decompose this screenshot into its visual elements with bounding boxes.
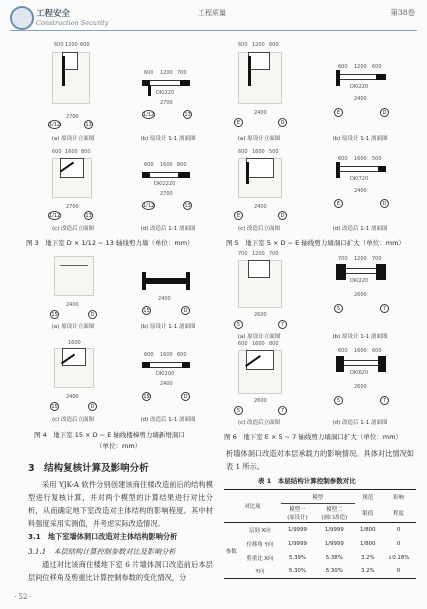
section-3-1-1-title: 3.1.1 本层结构计算控制参数对比及影响分析 xyxy=(28,547,176,556)
fig3-a-column xyxy=(62,56,65,86)
fig4-b-label: (b) 原设计 1-1 剖面图 xyxy=(140,324,196,330)
fig3-c-axis-left: 1/12 xyxy=(49,213,61,219)
fig5-c-dim-2: 1600 xyxy=(252,149,265,155)
fig3-a-dim-3: 600 xyxy=(80,42,90,48)
table-row xyxy=(224,565,416,579)
section-3-title: 3 结构复核计算及影响分析 xyxy=(28,463,149,474)
fig4-d-axis-right: D xyxy=(181,392,190,401)
table-head-effect: 影响 xyxy=(393,494,404,501)
fig4-d-mark: DKI200 xyxy=(156,371,175,377)
fig3-a-axis-left: 1/12 xyxy=(49,122,61,128)
page-number: · 52 · xyxy=(14,593,32,601)
fig6-d-axis-right: 7 xyxy=(380,396,389,405)
fig3-d-mark: DKI2220 xyxy=(154,181,176,187)
fig6-a-bottom-dim: 2600 xyxy=(254,312,267,318)
fig5-b-axis-right: D xyxy=(380,108,389,117)
fig5-b-axis-left: E xyxy=(334,108,343,117)
table-1 xyxy=(224,489,416,579)
fig6-b-mark: DKI220 xyxy=(350,278,369,284)
fig6-c-dim-1: 600 xyxy=(238,341,248,347)
figure-5 xyxy=(220,38,420,238)
fig4-c-bottom-dim: 2400 xyxy=(66,394,79,400)
fig6-a-dim-3: 700 xyxy=(269,251,279,257)
fig5-b-dim-3: 600 xyxy=(372,64,382,70)
table-cell-m1: 5.39% xyxy=(288,554,307,561)
figure-6 xyxy=(220,250,420,430)
fig6-d-dim-1: 600 xyxy=(338,348,348,354)
fig3-caption: 图 3 地下室 D × 1/12 ~ 13 轴线剪力墙（单位：mm） xyxy=(26,239,194,247)
fig5-d-mark: DKI720 xyxy=(350,176,369,182)
fig3-c-label: (c) 改造后立面图 xyxy=(51,226,95,232)
fig4-d-wall-solid-right xyxy=(182,362,190,368)
fig4-a-label: (a) 原设计立面图 xyxy=(51,324,95,330)
table-head-m2-sub: (洞口改造) xyxy=(321,515,348,521)
table-cell-sub: Y向 xyxy=(264,541,274,548)
table-row xyxy=(224,537,416,551)
fig6-b-axis-left: 5 xyxy=(334,304,343,313)
table-cell-limit: 1/800 xyxy=(360,540,376,547)
fig5-d-dim-3: 500 xyxy=(372,156,382,162)
fig3-c-bottom-dim: 2700 xyxy=(66,204,79,210)
fig3-a-dim-2: 1200 xyxy=(65,42,78,48)
figure-3 xyxy=(20,38,210,238)
fig4-d-dim-1: 600 xyxy=(144,352,154,358)
fig5-c-bottom-dim: 2400 xyxy=(254,204,267,210)
fig5-a-opening xyxy=(248,52,270,70)
fig5-d-label: (d) 改造后 1-1 剖面图 xyxy=(332,226,388,232)
fig5-a-label: (a) 原设计立面图 xyxy=(237,136,281,142)
fig3-b-mark: DKI220 xyxy=(156,90,175,96)
fig5-c-label: (c) 改造后立面图 xyxy=(237,226,281,232)
journal-title: 工程安全 xyxy=(36,9,71,19)
fig6-b-dim-3: 700 xyxy=(372,256,382,262)
fig6-b-flange-right xyxy=(376,264,386,280)
fig3-d-axis-right: 13 xyxy=(184,203,191,209)
fig4-a-axis-right: D xyxy=(88,310,97,319)
fig5-b-bottom-dim: 2400 xyxy=(354,96,367,102)
fig3-b-label: (b) 原设计 1-1 剖面图 xyxy=(140,136,196,142)
fig5-d-axis-right: D xyxy=(380,199,389,208)
table-head-item: 对比项 xyxy=(244,504,261,510)
table-head-limit-b: 限值 xyxy=(362,510,374,517)
fig6-a-axis-left: 5 xyxy=(234,320,243,329)
fig6-b-label: (b) 原设计 1-1 剖面图 xyxy=(332,334,388,340)
fig5-caption: 图 5 地下室 5 × D ~ E 轴线剪力墙洞口扩大（单位：mm） xyxy=(226,239,405,247)
fig4-a-stair xyxy=(60,260,88,266)
table-cell-m1: 1/9999 xyxy=(288,540,307,547)
fig4-d-dim-2: 1600 xyxy=(160,352,173,358)
fig3-c-dim-1: 600 xyxy=(52,149,62,155)
fig6-a-opening xyxy=(248,260,270,278)
fig3-b-dim-2: 1200 xyxy=(160,70,173,76)
table-head-m1 xyxy=(281,504,314,523)
fig3-b-dim-3: 700 xyxy=(177,70,187,76)
fig6-d-label: (d) 改造后 1-1 剖面图 xyxy=(332,420,388,426)
table-cell-group xyxy=(239,565,281,579)
fig3-a-axis-right: 13 xyxy=(85,122,92,128)
fig5-d-wall-solid-right xyxy=(378,166,386,172)
fig6-c-dim-2: 1600 xyxy=(252,341,265,347)
fig5-d-dim-1: 600 xyxy=(338,156,348,162)
table-head-m1-name: 模型一 xyxy=(289,507,306,513)
fig6-c-axis-left: 5 xyxy=(234,406,243,415)
fig4-d-axis-left: 15 xyxy=(143,394,150,400)
fig4-b-wall xyxy=(142,278,190,284)
fig5-d-axis-left: E xyxy=(334,199,343,208)
fig3-d-bottom-dim: 2700 xyxy=(160,191,173,197)
figure-4 xyxy=(20,250,210,430)
fig6-d-axis-left: 5 xyxy=(334,396,343,405)
fig5-b-dim-1: 600 xyxy=(338,64,348,70)
table-head-m2-name: 模型二 xyxy=(326,507,343,513)
fig5-c-dim-3: 500 xyxy=(269,149,279,155)
journal-subtitle: Construction Security xyxy=(36,19,109,27)
fig3-c-dim-3: 800 xyxy=(81,149,91,155)
right-column-paragraph: 析墙体洞口改造对本层承载力的影响情况。具体对比情况如表 1 所示。 xyxy=(226,449,414,471)
fig4-caption-units: （单位：mm） xyxy=(96,442,142,450)
table-cell-effect: 0 xyxy=(396,526,401,533)
fig5-d-flange-left xyxy=(336,162,340,178)
fig6-d-dim-3: 600 xyxy=(372,348,382,354)
fig4-d-label: (d) 改造后 1-1 剖面图 xyxy=(140,417,196,423)
fig3-d-wall-solid-left xyxy=(142,172,150,178)
fig5-a-column xyxy=(248,56,251,86)
table-param-label: 参数 xyxy=(226,548,237,555)
fig5-b-dim-2: 1200 xyxy=(354,64,367,70)
fig6-d-bottom-dim: 2600 xyxy=(354,384,367,390)
table-cell-group xyxy=(239,551,281,565)
fig6-a-dim-1: 700 xyxy=(238,251,248,257)
table-cell-sub: Y向 xyxy=(255,569,265,576)
table-cell-m1: 1/9999 xyxy=(288,526,307,533)
fig3-b-dim-1: 600 xyxy=(144,70,154,76)
volume-label: 第38卷 xyxy=(390,8,415,17)
fig6-b-flange-left xyxy=(336,264,346,280)
fig3-a-label: (a) 原设计立面图 xyxy=(51,136,95,142)
fig5-c-opening xyxy=(246,158,274,178)
fig6-a-dim-2: 1200 xyxy=(252,251,265,257)
fig5-c-axis-right: D xyxy=(278,211,287,220)
fig4-d-wall-solid-left xyxy=(142,362,150,368)
fig6-d-flange-left xyxy=(336,356,344,372)
table-cell-group xyxy=(239,537,281,551)
fig4-c-axis-right: D xyxy=(88,402,97,411)
fig4-caption: 图 4 地下室 15 × D ~ E 轴线楼梯剪力墙新增洞口 xyxy=(34,431,185,439)
table-cell-m2: 5.38% xyxy=(325,554,343,561)
fig4-d-dim-3: 600 xyxy=(177,352,187,358)
fig4-a-axis-left: 15 xyxy=(51,312,58,318)
fig5-a-dim-2: 1200 xyxy=(252,42,265,48)
fig3-b-axis-right: 13 xyxy=(184,112,191,118)
section-3-paragraph-1: 采用 YJK-A 软件分别创建该商住楼改造前后的结构模型进行复核计算，并对两个模型的计算结果进行对比分析，从而确定地下室改造对主体结构的影响程度。其中材料强度采用实测值，并考虑实际改造情况。 xyxy=(28,480,213,528)
table-cell-effect: ↓0.18% xyxy=(387,554,410,561)
table-head-m2 xyxy=(314,504,354,523)
fig6-c-dim-3: 800 xyxy=(269,341,279,347)
fig6-b-axis-right: 7 xyxy=(380,304,389,313)
fig5-d-dim-2: 1600 xyxy=(354,156,367,162)
fig3-b-wall-solid-right xyxy=(180,80,190,86)
table-cell-sub: X向 xyxy=(264,555,274,562)
fig6-c-label: (c) 改造后立面图 xyxy=(237,420,281,426)
fig4-b-bottom-dim: 2400 xyxy=(158,296,171,302)
fig5-a-axis-right: D xyxy=(278,118,287,127)
table-cell-m2: 1/9999 xyxy=(324,526,344,533)
table-cell-group-name: 位移角 xyxy=(246,541,263,548)
fig4-b-axis-right: D xyxy=(181,306,190,315)
table-cell-limit: 1/800 xyxy=(360,526,376,533)
fig5-c-column xyxy=(246,162,249,184)
fig5-b-wall-solid-right xyxy=(376,74,386,80)
fig3-d-dim-1: 600 xyxy=(144,162,154,168)
fig5-b-flange-left xyxy=(336,70,340,86)
fig3-c-axis-right: 13 xyxy=(85,213,92,219)
fig4-b-flange-right xyxy=(186,272,190,290)
fig6-a-axis-right: 7 xyxy=(278,320,287,329)
fig5-c-dim-1: 600 xyxy=(238,149,248,155)
fig3-b-flange xyxy=(148,86,151,96)
fig3-b-axis-left: 1/12 xyxy=(143,112,155,118)
journal-logo-icon xyxy=(10,6,34,30)
fig6-c-bottom-dim: 2600 xyxy=(254,398,267,404)
fig4-b-flange-left xyxy=(142,272,146,290)
table-cell-m2: 1/9999 xyxy=(324,540,344,547)
table-cell-m1: 5.30% xyxy=(288,568,307,575)
fig6-d-flange-right xyxy=(378,356,386,372)
table-head-m1-sub: (原设计) xyxy=(287,515,308,521)
fig3-d-wall-solid-right xyxy=(178,172,190,178)
table-head-limit: 规范 xyxy=(362,494,374,501)
table-cell-limit: 3.2% xyxy=(360,554,375,561)
fig3-d-label: (d) 改造后 1-1 剖面图 xyxy=(140,226,196,232)
fig5-a-bottom-dim: 2400 xyxy=(254,110,267,116)
table-cell-sub: X向 xyxy=(261,527,271,534)
section-3-1-title: 3.1 地下室墙体洞口改造对主体结构影响分析 xyxy=(28,532,178,541)
fig6-a-label: (a) 原设计立面图 xyxy=(237,334,281,340)
fig5-d-bottom-dim: 2400 xyxy=(354,188,367,194)
fig3-d-dim-2: 1600 xyxy=(160,162,173,168)
fig6-b-dim-2: 1200 xyxy=(354,256,367,262)
fig5-a-dim-1: 600 xyxy=(238,42,248,48)
fig3-b-bottom-dim: 2700 xyxy=(160,100,173,106)
fig3-a-bottom-dim: 2700 xyxy=(66,114,79,120)
table-cell-group xyxy=(239,523,281,537)
table-cell-effect: 0 xyxy=(396,568,401,575)
section-header: 工程质量 xyxy=(198,9,226,17)
table-row xyxy=(224,523,416,537)
fig6-d-dim-2: 1600 xyxy=(354,348,367,354)
section-3-paragraph-2: 通过对比该商住楼地下室 6 片墙体洞口改造前后本层层间位移角及剪重比计算控制参数的变化情况，分 xyxy=(28,560,213,582)
fig6-d-mark: DKI620 xyxy=(350,370,369,376)
fig4-c-axis-left: 15 xyxy=(51,404,58,410)
fig5-a-axis-left: E xyxy=(234,118,243,127)
table-cell-limit: 3.2% xyxy=(360,568,375,575)
fig6-c-axis-right: 7 xyxy=(278,406,287,415)
fig5-b-label: (b) 原设计 1-1 剖面图 xyxy=(332,136,388,142)
fig6-b-bottom-dim: 2600 xyxy=(354,292,367,298)
table-cell-effect: 0 xyxy=(396,540,401,547)
fig3-c-dim-2: 1600 xyxy=(65,149,78,155)
fig5-b-mark: DKI220 xyxy=(350,84,369,90)
table-1-caption: 表 1 本层结构计算控制参数对比 xyxy=(258,477,356,485)
fig4-c-dim: 1600 xyxy=(68,340,81,346)
fig4-d-bottom-dim: 2400 xyxy=(160,381,173,387)
fig3-d-axis-left: 1/12 xyxy=(143,203,155,209)
fig4-a-bottom-dim: 2400 xyxy=(66,302,79,308)
fig3-d-dim-3: 800 xyxy=(177,162,187,168)
fig5-c-axis-left: E xyxy=(234,211,243,220)
table-head-effect-b: 程度 xyxy=(393,510,404,517)
fig4-b-axis-left: 15 xyxy=(143,308,150,314)
fig5-a-dim-3: 600 xyxy=(269,42,279,48)
fig3-a-dim-1: 600 xyxy=(54,42,64,48)
table-row xyxy=(224,551,416,565)
header-divider xyxy=(10,30,417,31)
fig4-c-opening xyxy=(62,348,86,366)
table-cell-group-name: 剪重比 xyxy=(246,555,263,562)
fig6-caption: 图 6 地下室 E × 5 ~ 7 轴线剪力墙洞口扩大（单位：mm） xyxy=(224,433,403,441)
table-cell-group-name: 层间 xyxy=(249,527,260,534)
table-head-group: 模型 xyxy=(281,490,355,504)
fig6-c-opening xyxy=(246,350,274,370)
fig6-b-dim-1: 700 xyxy=(338,256,348,262)
fig4-c-label: (c) 改造后立面图 xyxy=(51,417,95,423)
table-cell-m2: 5.30% xyxy=(325,568,343,575)
